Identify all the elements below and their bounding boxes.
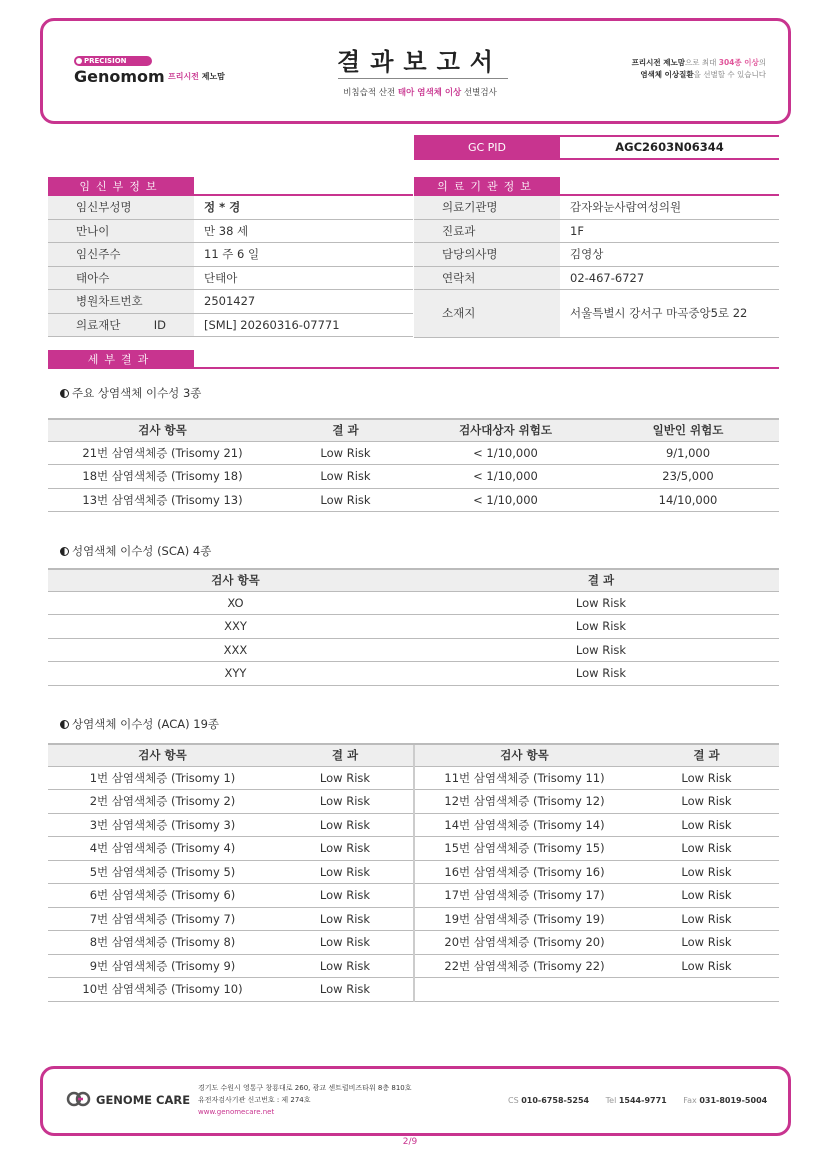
table-cell: 9번 삼염색체증 (Trisomy 9)	[48, 954, 277, 978]
table-cell: Low Risk	[277, 465, 414, 489]
genome-care-logo-icon	[66, 1091, 92, 1107]
info-label: 소재지	[414, 290, 560, 337]
table-cell: Low Risk	[277, 488, 414, 512]
sca-title: 성염색체 이수성 (SCA) 4종	[60, 543, 211, 559]
table-cell: 23/5,000	[597, 465, 779, 489]
table-row	[48, 931, 779, 955]
table-cell: XXY	[48, 615, 423, 639]
institution-info-table	[414, 196, 779, 338]
table-row	[48, 766, 779, 790]
table-cell: 21번 삼염색체증 (Trisomy 21)	[48, 441, 277, 465]
table-header-row	[48, 744, 779, 766]
table-cell: < 1/10,000	[414, 465, 597, 489]
table-row	[48, 591, 779, 615]
table-cell: Low Risk	[277, 766, 414, 790]
institution-row	[414, 220, 779, 244]
table-row	[48, 441, 779, 465]
table-cell: Low Risk	[634, 860, 779, 884]
info-label: 담당의사명	[414, 243, 560, 266]
table-cell: Low Risk	[277, 790, 414, 814]
column-header: 결 과	[277, 744, 414, 766]
column-header: 검사 항목	[414, 744, 634, 766]
table-row	[48, 884, 779, 908]
logo-subtitle: 프리시전 제노맘	[168, 72, 225, 81]
info-value: 11 주 6 일	[204, 247, 260, 261]
patient-row	[48, 267, 413, 291]
table-cell	[634, 978, 779, 1002]
details-section-line	[194, 367, 779, 369]
table-cell: 8번 삼염색체증 (Trisomy 8)	[48, 931, 277, 955]
table-cell: 16번 삼염색체증 (Trisomy 16)	[414, 860, 634, 884]
table-cell: 14/10,000	[597, 488, 779, 512]
table-cell: Low Risk	[423, 638, 779, 662]
patient-row	[48, 243, 413, 267]
aca-title: 상염색체 이수성 (ACA) 19종	[60, 716, 219, 732]
patient-row	[48, 196, 413, 220]
half-circle-icon	[60, 547, 69, 556]
column-header: 결 과	[634, 744, 779, 766]
table-cell: Low Risk	[277, 954, 414, 978]
info-value: 1F	[570, 223, 584, 238]
table-cell: Low Risk	[634, 954, 779, 978]
precision-badge: PRECISION	[74, 56, 152, 66]
table-cell: Low Risk	[634, 790, 779, 814]
table-cell: 5번 삼염색체증 (Trisomy 5)	[48, 860, 277, 884]
table-cell: 7번 삼염색체증 (Trisomy 7)	[48, 907, 277, 931]
patient-info-table	[48, 196, 413, 337]
table-row	[48, 837, 779, 861]
table-cell: 9/1,000	[597, 441, 779, 465]
institution-row	[414, 267, 779, 291]
info-value: 단태아	[204, 270, 238, 285]
table-cell: Low Risk	[634, 931, 779, 955]
info-label: 임신부성명	[48, 196, 194, 219]
table-row	[48, 638, 779, 662]
table-cell: Low Risk	[634, 766, 779, 790]
major-title: 주요 상염색체 이수성 3종	[60, 385, 201, 401]
table-cell: < 1/10,000	[414, 441, 597, 465]
table-cell: 13번 삼염색체증 (Trisomy 13)	[48, 488, 277, 512]
details-section-tag: 세부결과	[48, 350, 194, 369]
table-cell: Low Risk	[634, 907, 779, 931]
table-cell: Low Risk	[277, 860, 414, 884]
info-value: 감자와눈사람여성의원	[570, 200, 682, 214]
table-cell: 11번 삼염색체증 (Trisomy 11)	[414, 766, 634, 790]
footer-address: 경기도 수원시 영통구 창룡대로 260, 광교 센트럴비즈타워 8층 810호 유전자검사기관 신고번호 : 제 274호 www.genomecare.net	[198, 1084, 412, 1116]
table-row	[48, 813, 779, 837]
table-row	[48, 907, 779, 931]
table-cell: Low Risk	[423, 591, 779, 615]
info-label: 병원차트번호	[48, 290, 194, 313]
table-row	[48, 860, 779, 884]
table-row	[48, 615, 779, 639]
info-value: 2501427	[204, 294, 256, 308]
table-row	[48, 662, 779, 686]
table-cell: Low Risk	[634, 884, 779, 908]
table-cell: Low Risk	[277, 907, 414, 931]
table-cell: 15번 삼염색체증 (Trisomy 15)	[414, 837, 634, 861]
patient-section-tag: 임신부정보	[48, 177, 194, 196]
footer-contacts: CS 010-6758-5254 Tel 1544-9771 Fax 031-8019-5004	[508, 1096, 768, 1105]
table-cell: 20번 삼염색체증 (Trisomy 20)	[414, 931, 634, 955]
table-cell: 19번 삼염색체증 (Trisomy 19)	[414, 907, 634, 931]
info-label: 만나이	[48, 220, 194, 243]
gc-pid-value: AGC2603N06344	[560, 135, 779, 160]
website-link[interactable]: www.genomecare.net	[198, 1108, 275, 1116]
table-cell: XO	[48, 591, 423, 615]
info-label: 진료과	[414, 220, 560, 243]
table-cell: Low Risk	[634, 813, 779, 837]
info-label: 임신주수	[48, 243, 194, 266]
table-cell: Low Risk	[277, 813, 414, 837]
table-cell	[414, 978, 634, 1002]
institution-section-tag: 의료기관정보	[414, 177, 560, 196]
genomom-logo: Genomom	[74, 67, 165, 86]
table-cell: 4번 삼염색체증 (Trisomy 4)	[48, 837, 277, 861]
info-value: 만 38 세	[204, 223, 249, 238]
patient-row	[48, 314, 413, 338]
major-table	[48, 418, 779, 512]
page-number: 2/9	[402, 1137, 418, 1147]
table-row	[48, 978, 779, 1002]
column-header: 검사대상자 위험도	[414, 419, 597, 441]
table-cell: 1번 삼염색체증 (Trisomy 1)	[48, 766, 277, 790]
info-label: 태아수	[48, 267, 194, 290]
table-cell: 14번 삼염색체증 (Trisomy 14)	[414, 813, 634, 837]
column-header: 검사 항목	[48, 419, 277, 441]
table-cell: 22번 삼염색체증 (Trisomy 22)	[414, 954, 634, 978]
table-cell: Low Risk	[277, 978, 414, 1002]
gc-pid-label: GC PID	[414, 135, 560, 160]
table-cell: 18번 삼염색체증 (Trisomy 18)	[48, 465, 277, 489]
table-cell: 10번 삼염색체증 (Trisomy 10)	[48, 978, 277, 1002]
info-label: 연락처	[414, 267, 560, 290]
title-divider	[338, 78, 508, 79]
table-cell: 6번 삼염색체증 (Trisomy 6)	[48, 884, 277, 908]
patient-row	[48, 220, 413, 244]
column-header: 검사 항목	[48, 744, 277, 766]
table-cell: XYY	[48, 662, 423, 686]
info-value: 서울특별시 강서구 마곡중앙5로 22	[570, 306, 748, 320]
info-label: 의료기관명	[414, 196, 560, 219]
report-title: 결과보고서	[337, 48, 503, 76]
table-cell: Low Risk	[423, 615, 779, 639]
table-row	[48, 488, 779, 512]
institution-row	[414, 196, 779, 220]
table-cell: < 1/10,000	[414, 488, 597, 512]
column-header: 결 과	[423, 569, 779, 591]
sca-table	[48, 568, 779, 686]
table-cell: Low Risk	[277, 931, 414, 955]
table-header-row	[48, 569, 779, 591]
column-header: 검사 항목	[48, 569, 423, 591]
info-value: 02-467-6727	[570, 270, 645, 285]
header-tagline: 프리시전 제노맘으로 최대 304종 이상의 염색체 이상질환을 선별할 수 있습니다	[631, 58, 766, 79]
info-value: 정 * 경	[204, 200, 241, 214]
table-row	[48, 465, 779, 489]
table-cell: 12번 삼염색체증 (Trisomy 12)	[414, 790, 634, 814]
report-subtitle: 비침습적 산전 태아 염색체 이상 선별검사	[343, 88, 497, 98]
table-cell: Low Risk	[277, 837, 414, 861]
institution-row	[414, 243, 779, 267]
info-value: [SML] 20260316-07771	[204, 317, 340, 332]
column-header: 일반인 위험도	[597, 419, 779, 441]
info-value: 김영상	[570, 247, 604, 261]
aca-table	[48, 743, 779, 1002]
table-cell: 3번 삼염색체증 (Trisomy 3)	[48, 813, 277, 837]
table-cell: 2번 삼염색체증 (Trisomy 2)	[48, 790, 277, 814]
half-circle-icon	[60, 720, 69, 729]
table-cell: Low Risk	[277, 441, 414, 465]
table-row	[48, 790, 779, 814]
table-cell: Low Risk	[634, 837, 779, 861]
patient-row	[48, 290, 413, 314]
table-cell: Low Risk	[277, 884, 414, 908]
table-cell: XXX	[48, 638, 423, 662]
column-header: 결 과	[277, 419, 414, 441]
table-cell: Low Risk	[423, 662, 779, 686]
table-row	[48, 954, 779, 978]
institution-row	[414, 290, 779, 338]
table-cell: 17번 삼염색체증 (Trisomy 17)	[414, 884, 634, 908]
info-label: 의료재단 ID	[48, 314, 194, 337]
half-circle-icon	[60, 389, 69, 398]
genome-care-logo: GENOME CARE	[96, 1093, 191, 1107]
table-header-row	[48, 419, 779, 441]
